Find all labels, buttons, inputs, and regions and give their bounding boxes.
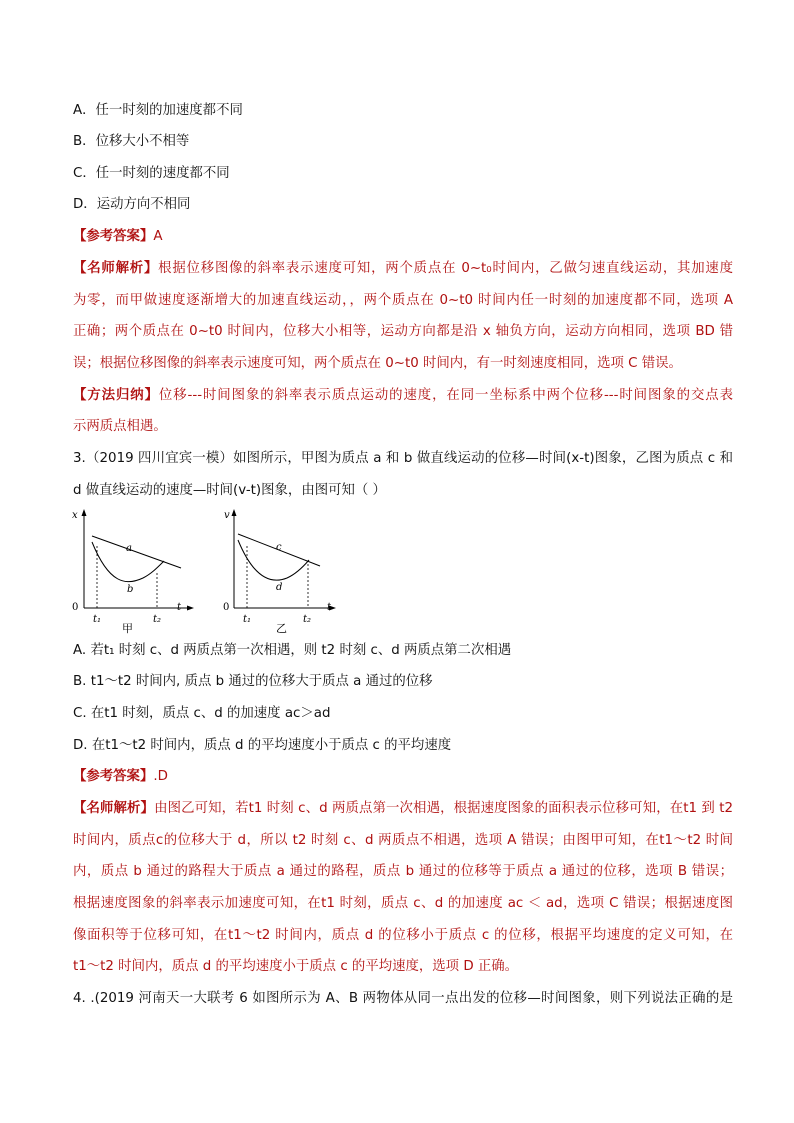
q3-analysis-line-1: 【名师解析】由图乙可知，若t1 时刻 c、d 两质点第一次相遇，根据速度图象的面积表示位移可知，在t1 到 t2 [73,801,734,816]
option-d: D．运动方向不相同 [73,197,191,212]
option-c: C．任一时刻的速度都不同 [73,166,230,181]
jia-t1: t₁ [93,614,102,625]
answer-line [73,228,733,246]
graph-jia [64,506,204,634]
q3-analysis-line-4: 根据速度图象的斜率表示加速度可知，在t1 时刻，质点 c、d 的加速度 ac ＜ ad，选项 C 错误；根据速度图 [73,896,733,911]
analysis-line-1: 【名师解析】根据位移图像的斜率表示速度可知，两个质点在 0~t₀时间内，乙做匀速直线运动，其加速度 [73,261,733,276]
jia-x-label: t [177,602,182,613]
yi-t1: t₁ [243,614,252,625]
answer-value: A [153,229,163,244]
q3-analysis-line-2: 时间内，质点c的位移大于 d，所以 t2 时刻 c、d 两质点不相遇，选项 A 错误；由图甲可知，在t1～t2 时间 [73,833,733,848]
jia-caption: 甲 [122,622,133,634]
analysis-tag: 【名师解析】 [73,261,159,276]
analysis-line-2: 为零，而甲做速度逐渐增大的加速直线运动，，两个质点在 0~t0 时间内任一时刻的加速度都不同，选项 A [73,293,733,308]
q3-option-b: B. t1～t2 时间内, 质点 b 通过的位移大于质点 a 通过的位移 [73,674,433,689]
q3-answer-value: .D [153,769,168,784]
q3-analysis-tag: 【名师解析】 [73,801,155,816]
q3-stem-line-2: d 做直线运动的速度—时间(v-t)图象，由图可知（ ） [73,483,386,498]
q4-stem: 4. .(2019 河南天一大联考 6 如图所示为 A、B 两物体从同一点出发的位移—时间图象，则下列说法正确的是 [73,991,733,1006]
option-a: A．任一时刻的加速度都不同 [73,103,243,118]
yi-t2: t₂ [303,614,312,625]
analysis-line-3: 正确；两个质点在 0~t0 时间内，位移大小相等，运动方向都是沿 x 轴负方向，运动方向相同，选项 BD 错 [73,324,733,339]
q3-option-c: C. 在t1 时刻，质点 c、d 的加速度 ac＞ad [73,706,331,721]
analysis-line-4: 误；根据位移图像的斜率表示速度可知，两个质点在 0~t0 时间内，有一时刻速度相同，选项 C 错误。 [73,356,682,371]
answer-tag: 【参考答案】 [73,229,154,244]
q3-answer-tag: 【参考答案】 [73,769,154,784]
q3-option-d: D. 在t1～t2 时间内，质点 d 的平均速度小于质点 c 的平均速度 [73,738,452,753]
q3-analysis-line-3: 内，质点 b 通过的路程大于质点 a 通过的路程，质点 b 通过的位移等于质点 a 通过的位移，选项 B 错误； [73,864,733,879]
jia-t2: t₂ [153,614,162,625]
jia-curve-b-label: b [127,584,134,595]
method-tag: 【方法归纳】 [73,388,159,403]
option-b: B．位移大小不相等 [73,134,190,149]
jia-y-label: x [72,510,78,521]
method-line-2: 示两质点相遇。 [73,419,167,434]
yi-curve-d-label: d [276,582,283,593]
yi-origin: 0 [223,602,230,613]
method-line-1: 【方法归纳】位移---时间图象的斜率表示质点运动的速度，在同一坐标系中两个位移---时间图象的交点表 [73,388,733,403]
yi-y-label: v [224,510,230,521]
yi-curve-c-label: c [276,542,282,553]
q3-option-a: A. 若t₁ 时刻 c、d 两质点第一次相遇，则 t2 时刻 c、d 两质点第二次相遇 [73,643,512,658]
jia-curve-a-label: a [126,543,132,554]
q3-stem-line-1: 3.（2019 四川宜宾一模）如图所示，甲图为质点 a 和 b 做直线运动的位移—时间(x-t)图象，乙图为质点 c 和 [73,451,733,466]
yi-caption: 乙 [276,622,287,634]
graph-yi [212,506,352,634]
jia-origin: 0 [72,602,79,613]
q3-answer-line [73,768,733,786]
q3-analysis-line-6: t1～t2 时间内，质点 d 的平均速度小于质点 c 的平均速度，选项 D 正确。 [73,959,519,974]
yi-x-label: t [327,602,332,613]
q3-analysis-line-5: 像面积等于位移可知，在t1～t2 时间内，质点 d 的位移小于质点 c 的位移，根据平均速度的定义可知，在 [73,928,733,943]
